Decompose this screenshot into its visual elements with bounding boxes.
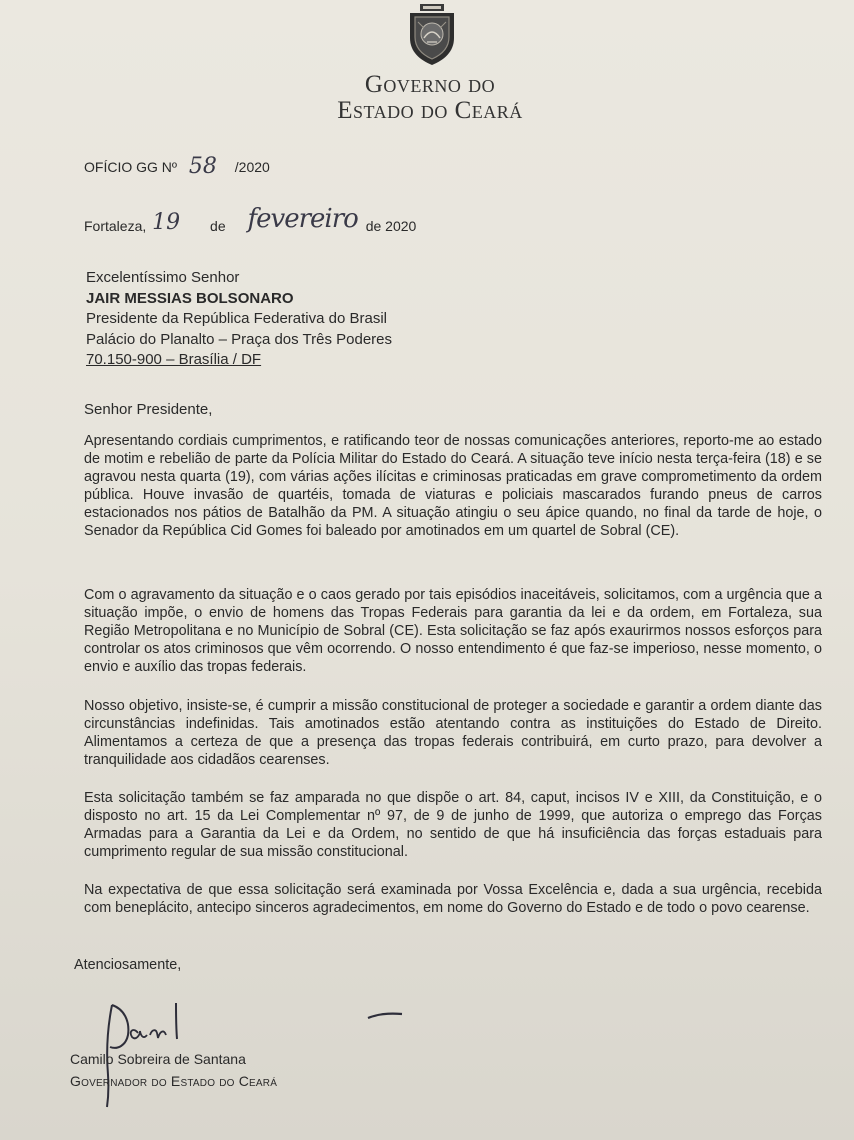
greeting: Senhor Presidente, xyxy=(84,401,213,418)
recipient-block xyxy=(86,268,392,371)
government-title-line2: Estado do Ceará xyxy=(337,97,523,124)
paragraph-2: Com o agravamento da situação e o caos gerado por tais episódios inaceitáveis, solicitamos, com a urgência que a situação impõe, o envio de homens das Tropas Federais para garantia da lei e da ordem, em Fortaleza, sua Região Metropolitana e no Município de Sobral (CE). Esta solicitação se faz após exaurirmos nossos esforços para controlar os atos criminosos que vêm ocorrendo. O nosso entendimento é que faz-se imperioso, nesse momento, o envio e auxílio das tropas federais. xyxy=(84,587,822,675)
oficio-suffix: /2020 xyxy=(234,159,270,175)
date-city: Fortaleza, xyxy=(84,218,147,234)
recipient-zip: 70.150-900 – Brasília / DF xyxy=(86,351,262,368)
signer-role: Governador do Estado do Ceará xyxy=(70,1073,278,1089)
recipient-title: Presidente da República Federativa do Brasil xyxy=(86,310,388,327)
recipient-address: Palácio do Planalto – Praça dos Três Poderes xyxy=(86,330,393,348)
signature-stroke xyxy=(366,1008,406,1022)
state-coat-of-arms-icon xyxy=(404,4,460,66)
paragraph-4: Esta solicitação também se faz amparada no que dispõe o art. 84, caput, incisos IV e XIII, da Constituição, e o disposto no art. 15 da Lei Complementar nº 97, de 9 de junho de 1999, que autoriza o emprego das Forças Armadas para a Garantia da Lei e da Ordem, no sentido de que há insuficiência das forças estaduais para cumprimento regular de sua missão constitucional. xyxy=(84,790,822,860)
closing: Atenciosamente, xyxy=(74,957,182,973)
date-year: de 2020 xyxy=(365,218,417,234)
signer-block xyxy=(70,1048,277,1092)
oficio-number: 58 xyxy=(188,154,217,179)
date-line xyxy=(84,204,417,238)
oficio-line xyxy=(84,153,270,178)
paragraph-5: Na expectativa de que essa solicitação será examinada por Vossa Excelência e, dada a sua urgência, recebida com beneplácito, antecipo sinceros agradecimentos, em nome do Governo do Estado e de todo o povo cearense. xyxy=(84,882,822,916)
paragraph-1: Apresentando cordiais cumprimentos, e ratificando teor de nossas comunicações anteriores, reporto-me ao estado de motim e rebelião de parte da Polícia Militar do Estado do Ceará. A situação teve início nesta terça-feira (18) e se agravou nesta quarta (19), com várias ações ilícitas e criminosas praticadas em grave comprometimento da ordem pública. Houve invasão de quartéis, tomada de viaturas e policiais mascarados furando pneus de carros estacionados nos pátios de Batalhão da PM. A situação atingiu o seu ápice quando, no final da tarde de hoje, o Senador da República Cid Gomes foi baleado por amotinados em um quartel de Sobral (CE). xyxy=(84,433,822,539)
date-de: de xyxy=(210,218,226,234)
government-title-line1: Governo do xyxy=(364,71,496,98)
recipient-name: JAIR MESSIAS BOLSONARO xyxy=(86,289,294,307)
date-day: 19 xyxy=(152,210,181,235)
oficio-prefix: OFÍCIO GG Nº xyxy=(84,159,178,175)
paragraph-3: Nosso objetivo, insiste-se, é cumprir a missão constitucional de proteger a sociedade e garantir a ordem diante das circunstâncias indefinidas. Tais amotinados estão atentando contra as instituições do Estado de Direito. Alimentamos a certeza de que a presença das tropas federais contribuirá, em curto prazo, para devolver a tranquilidade aos cidadãos cearenses. xyxy=(84,698,822,768)
recipient-salutation: Excelentíssimo Senhor xyxy=(86,269,240,286)
signer-name: Camilo Sobreira de Santana xyxy=(70,1051,246,1067)
date-month: fevereiro xyxy=(247,204,358,234)
government-title xyxy=(300,72,560,124)
